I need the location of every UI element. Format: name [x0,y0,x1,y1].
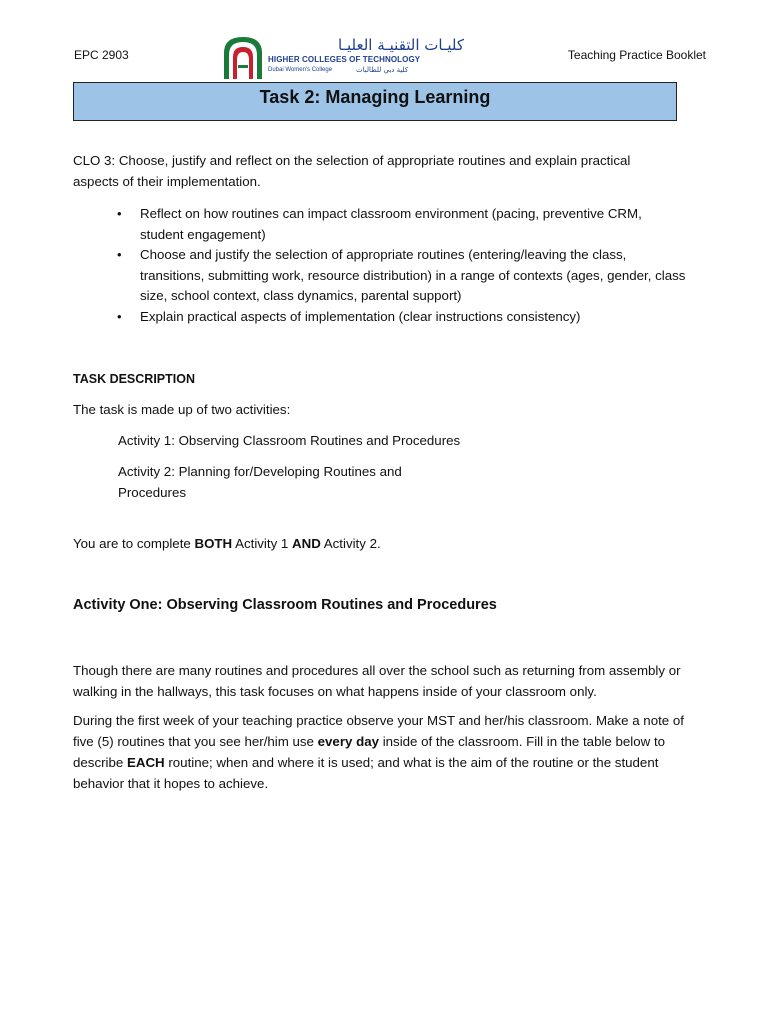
activity-one-paragraph-2: During the first week of your teaching practice observe your MST and her/his classroom. Make a note of five (5) routines that you see her/him use every day inside of the classroom. Fill in the table below to describe EACH routine; when and where it is used; and what is the aim of the routine or the student behavior that it hopes to achieve. [73,713,684,791]
task-title: Task 2: Managing Learning [259,87,491,107]
task-description-intro: The task is made up of two activities: [73,402,291,417]
bullet-item: • Explain practical aspects of implementation (clear instructions consistency) [117,307,687,328]
task-description-heading: TASK DESCRIPTION [73,372,195,386]
activity-2-label: Activity 2: Planning for/Developing Routines and Procedures [118,464,402,500]
bullet-item: • Choose and justify the selection of appropriate routines (entering/leaving the class, transitions, submitting work, resource distribution) in a range of contexts (ages, gender, class size, school context, class dynamics, parental support) [117,245,687,307]
bullet-item: • Reflect on how routines can impact classroom environment (pacing, preventive CRM, student engagement) [117,204,687,245]
activity-1-label: Activity 1: Observing Classroom Routines and Procedures [118,433,461,448]
logo-arabic-subtext: كلية دبي للطالبات [356,66,409,74]
activity-one-paragraph-1: Though there are many routines and procedures all over the school such as returning from assembly or walking in the hallways, this task focuses on what happens inside of your classroom only. [73,663,681,699]
logo-college-name: Dubai Women's College [268,67,333,73]
clo-statement: CLO 3: Choose, justify and reflect on the selection of appropriate routines and explain practical aspects of their implementation. [73,153,631,189]
logo-english-text: HIGHER COLLEGES OF TECHNOLOGY [268,55,421,64]
header-course-code: EPC 2903 [74,48,129,62]
header-booklet-title: Teaching Practice Booklet [567,48,706,62]
activity-one-heading: Activity One: Observing Classroom Routines and Procedures [73,597,497,613]
completion-instruction: You are to complete BOTH Activity 1 AND Activity 2. [73,536,381,551]
task-title-box [73,82,677,121]
logo-arabic-text: كليـات التقنيـة العليـا [338,36,465,54]
clo-bullet-list [117,204,687,327]
